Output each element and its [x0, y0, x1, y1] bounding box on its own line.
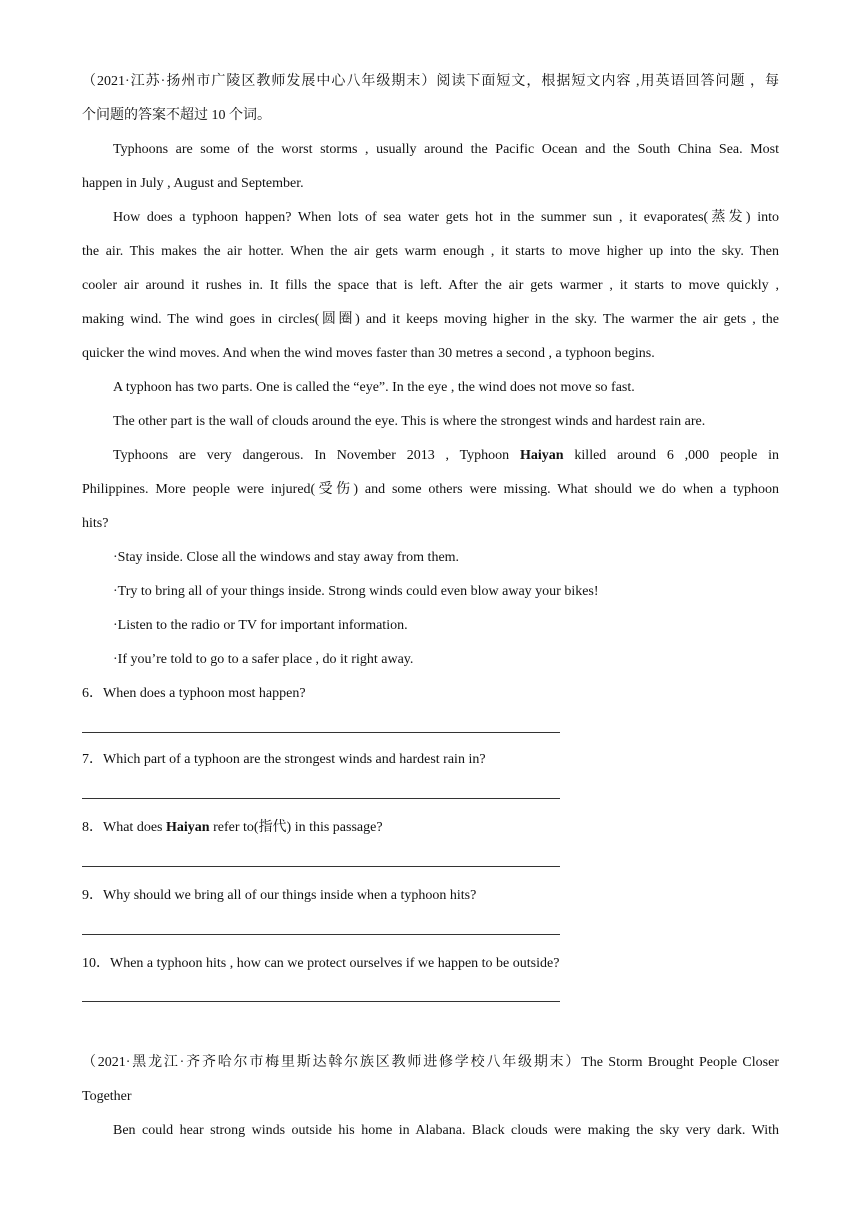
answer-line-6[interactable] [82, 732, 560, 733]
question-8-text-a: 8．What does [82, 820, 166, 835]
passage2-source-header-line1: （2021·黑龙江·齐齐哈尔市梅里斯达斡尔族区教师进修学校八年级期末）The Storm Brought People Closer [82, 1055, 779, 1070]
answer-line-10[interactable] [82, 1001, 560, 1002]
paragraph5-text-a: Typhoons are very dangerous. In November 2013 , Typhoon [113, 448, 521, 463]
paragraph2-line5: quicker the wind moves. And when the wind moves faster than 30 metres a second , a typhoon begins. [82, 346, 655, 361]
answer-line-9[interactable] [82, 934, 560, 935]
question-6: 6．When does a typhoon most happen? [82, 686, 306, 701]
haiyan-bold: Haiyan [520, 448, 564, 463]
paragraph1-line2: happen in July , August and September. [82, 176, 304, 191]
paragraph5-line3: hits? [82, 516, 109, 531]
paragraph2-line3: cooler air around it rushes in. It fills the space that is left. After the air gets warmer , it starts to move quickly , [82, 278, 779, 293]
paragraph1-line1: Typhoons are some of the worst storms , usually around the Pacific Ocean and the South China Sea. Most [113, 142, 779, 157]
paragraph4: The other part is the wall of clouds around the eye. This is where the strongest winds and hardest rain are. [113, 414, 706, 429]
passage1-source-header-line1: （2021·江苏·扬州市广陵区教师发展中心八年级期末）阅读下面短文，根据短文内容 ,用英语回答问题 ，每 [82, 74, 779, 89]
tip-bullet-1: ·Stay inside. Close all the windows and stay away from them. [113, 550, 460, 565]
question-7: 7．Which part of a typhoon are the strongest winds and hardest rain in? [82, 752, 486, 767]
tip-bullet-4: ·If you’re told to go to a safer place , do it right away. [113, 652, 414, 667]
question-8-text-c: refer to(指代) in this passage? [209, 820, 383, 835]
question-10: 10．When a typhoon hits , how can we protect ourselves if we happen to be outside? [82, 956, 560, 971]
paragraph2-line4: making wind. The wind goes in circles(圆圈) and it keeps moving higher in the sky. The warmer the air gets , the [82, 312, 779, 327]
passage1-source-header-line2: 个问题的答案不超过 10 个词。 [82, 108, 271, 123]
question-9: 9．Why should we bring all of our things inside when a typhoon hits? [82, 888, 477, 903]
paragraph5-text-c: killed around 6 ,000 people in [563, 448, 779, 463]
question-8 [82, 818, 383, 838]
passage2-paragraph1-line1: Ben could hear strong winds outside his home in Alabana. Black clouds were making the sky very dark. With [113, 1123, 779, 1138]
tip-bullet-3: ·Listen to the radio or TV for important information. [113, 618, 408, 633]
paragraph5-line1 [113, 446, 779, 466]
paragraph5-line2: Philippines. More people were injured(受伤) and some others were missing. What should we do when a typhoon [82, 482, 779, 497]
passage2-source-header-line2: Together [82, 1089, 132, 1104]
paragraph3: A typhoon has two parts. One is called the “eye”. In the eye , the wind does not move so fast. [113, 380, 635, 395]
paragraph2-line1: How does a typhoon happen? When lots of sea water gets hot in the summer sun , it evaporates(蒸发) into [113, 210, 779, 225]
tip-bullet-2: ·Try to bring all of your things inside. Strong winds could even blow away your bikes! [113, 584, 599, 599]
answer-line-8[interactable] [82, 866, 560, 867]
answer-line-7[interactable] [82, 798, 560, 799]
haiyan-bold-question: Haiyan [165, 820, 210, 835]
paragraph2-line2: the air. This makes the air hotter. When the air gets warm enough , it starts to move higher up into the sky. Then [82, 244, 779, 259]
